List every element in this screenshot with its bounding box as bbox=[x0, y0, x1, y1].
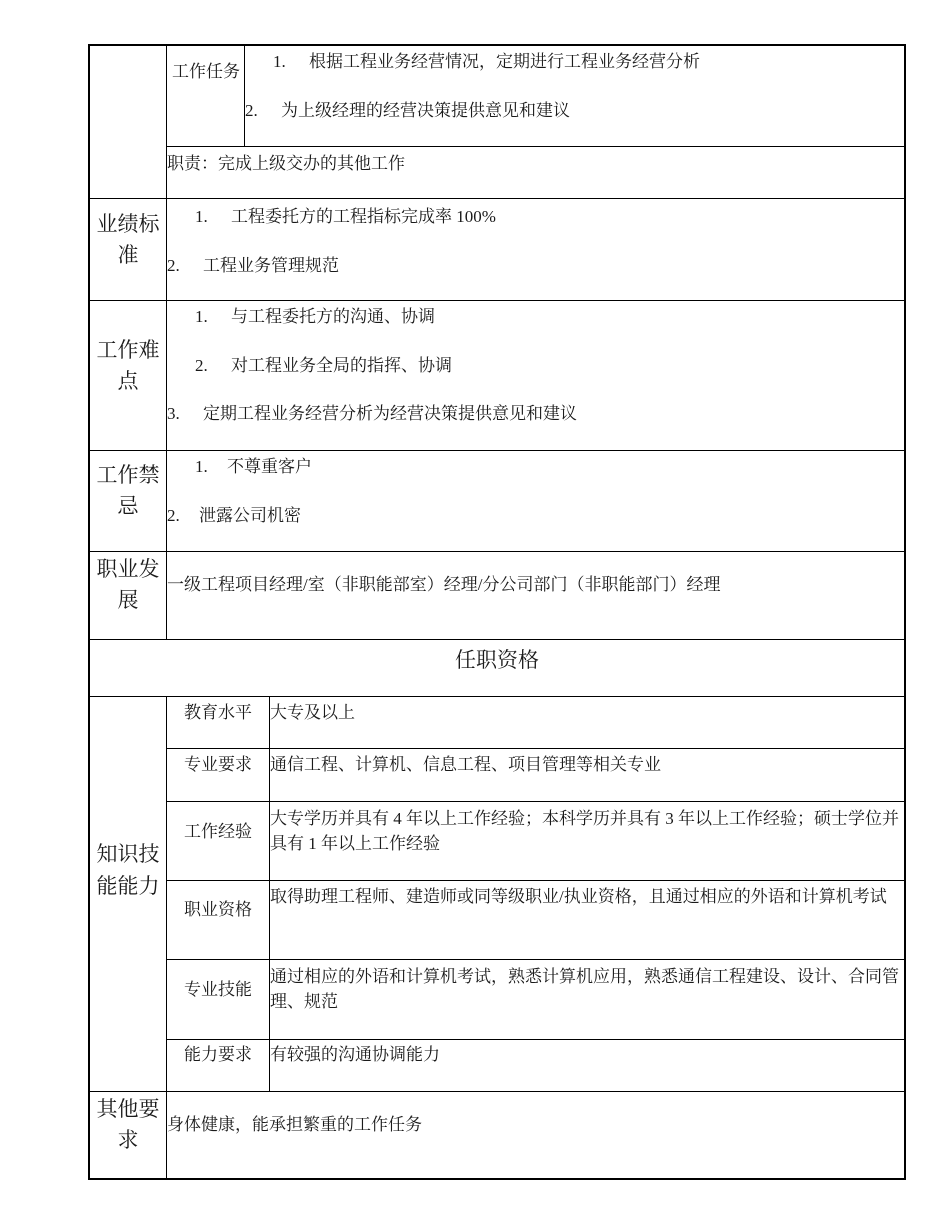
task-item bbox=[245, 99, 570, 123]
divider bbox=[90, 300, 904, 301]
difficulty-item bbox=[195, 305, 435, 329]
performance-label: 业绩标准 bbox=[96, 212, 160, 267]
knowledge-label: 知识技能能力 bbox=[96, 842, 160, 898]
divider bbox=[167, 146, 904, 147]
task-item bbox=[273, 50, 700, 74]
item-text: 工程委托方的工程指标完成率 100% bbox=[231, 207, 496, 226]
row-text: 通信工程、计算机、信息工程、项目管理等相关专业 bbox=[270, 755, 661, 774]
item-number: 1. bbox=[195, 457, 208, 476]
other-label: 其他要求 bbox=[96, 1097, 160, 1152]
item-text: 定期工程业务经营分析为经营决策提供意见和建议 bbox=[203, 404, 577, 423]
divider bbox=[167, 959, 904, 960]
responsibility-text: 职责：完成上级交办的其他工作 bbox=[167, 154, 405, 173]
row-label: 工作经验 bbox=[184, 822, 252, 841]
qualification-title: 任职资格 bbox=[455, 648, 539, 672]
career-label: 职业发展 bbox=[96, 557, 160, 612]
row-label: 专业技能 bbox=[184, 980, 252, 999]
performance-item bbox=[167, 254, 339, 278]
divider bbox=[90, 639, 904, 640]
divider bbox=[167, 748, 904, 749]
row-label: 职业资格 bbox=[184, 900, 252, 919]
difficulty-item bbox=[167, 402, 577, 426]
divider bbox=[166, 696, 167, 1178]
item-text: 根据工程业务经营情况，定期进行工程业务经营分析 bbox=[309, 52, 700, 71]
divider bbox=[167, 1039, 904, 1040]
career-text: 一级工程项目经理/室（非职能部室）经理/分公司部门（非职能部门）经理 bbox=[167, 575, 721, 594]
divider bbox=[90, 551, 904, 552]
item-text: 不尊重客户 bbox=[227, 457, 312, 476]
item-text: 工程业务管理规范 bbox=[203, 256, 339, 275]
row-label: 专业要求 bbox=[184, 755, 252, 774]
row-text: 大专及以上 bbox=[270, 703, 355, 722]
difficulty-label: 工作难点 bbox=[96, 338, 160, 393]
item-number: 1. bbox=[273, 52, 286, 71]
item-number: 2. bbox=[167, 506, 180, 525]
divider bbox=[167, 801, 904, 802]
divider bbox=[90, 1091, 904, 1092]
item-number: 1. bbox=[195, 307, 208, 326]
job-description-table bbox=[88, 44, 906, 1180]
divider bbox=[90, 696, 904, 697]
item-text: 对工程业务全局的指挥、协调 bbox=[231, 356, 452, 375]
divider bbox=[167, 880, 904, 881]
divider bbox=[166, 46, 167, 639]
item-number: 2. bbox=[195, 356, 208, 375]
taboo-label: 工作禁忌 bbox=[96, 463, 160, 518]
other-text: 身体健康，能承担繁重的工作任务 bbox=[167, 1115, 422, 1134]
difficulty-item bbox=[195, 354, 452, 378]
performance-item bbox=[195, 205, 496, 229]
item-number: 3. bbox=[167, 404, 180, 423]
divider bbox=[244, 46, 245, 146]
item-number: 2. bbox=[167, 256, 180, 275]
item-text: 泄露公司机密 bbox=[199, 506, 301, 525]
item-text: 为上级经理的经营决策提供意见和建议 bbox=[281, 101, 570, 120]
divider bbox=[90, 198, 904, 199]
item-text: 与工程委托方的沟通、协调 bbox=[231, 307, 435, 326]
row-text: 有较强的沟通协调能力 bbox=[270, 1045, 440, 1064]
item-number: 2. bbox=[245, 101, 258, 120]
task-label: 工作任务 bbox=[172, 62, 240, 81]
row-text: 取得助理工程师、建造师或同等级职业/执业资格，且通过相应的外语和计算机考试 bbox=[270, 887, 887, 906]
row-text: 大专学历并具有 4 年以上工作经验；本科学历并具有 3 年以上工作经验；硕士学位并具有 1 年以上工作经验 bbox=[270, 809, 899, 853]
taboo-item bbox=[195, 455, 312, 479]
divider bbox=[90, 450, 904, 451]
item-number: 1. bbox=[195, 207, 208, 226]
row-text: 通过相应的外语和计算机考试，熟悉计算机应用，熟悉通信工程建设、设计、合同管理、规范 bbox=[270, 967, 899, 1011]
row-label: 教育水平 bbox=[184, 703, 252, 722]
taboo-item bbox=[167, 504, 301, 528]
row-label: 能力要求 bbox=[184, 1045, 252, 1064]
